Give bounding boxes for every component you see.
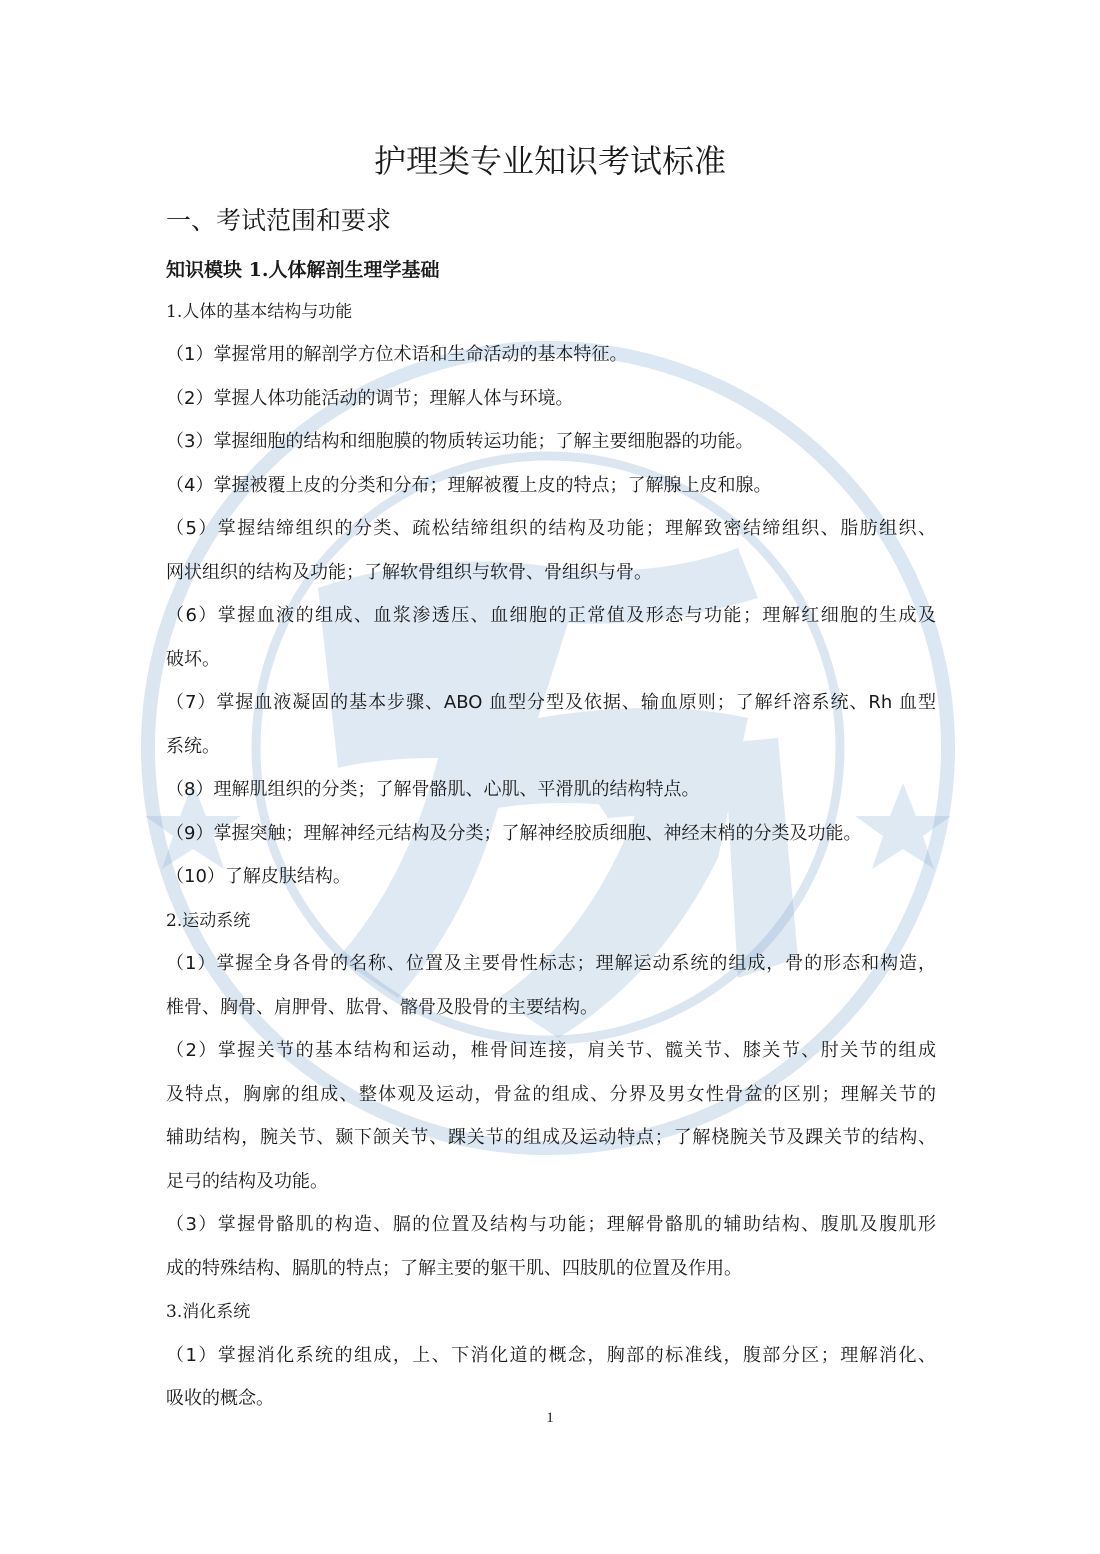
text-line: （10）了解皮肤结构。 xyxy=(166,866,351,887)
text-line: 破坏。 xyxy=(166,649,220,670)
text-line: （4）掌握被覆上皮的分类和分布；理解被覆上皮的特点；了解腺上皮和腺。 xyxy=(166,475,772,496)
text-line: 椎骨、胸骨、肩胛骨、肱骨、髂骨及股骨的主要结构。 xyxy=(166,997,598,1018)
subsection-heading: 3.消化系统 xyxy=(166,1302,251,1322)
text-line: （5）掌握结缔组织的分类、疏松结缔组织的结构及功能；理解致密结缔组织、脂肪组织、 xyxy=(166,518,936,539)
subsection-heading: 1.人体的基本结构与功能 xyxy=(166,302,353,322)
section-heading: 一、考试范围和要求 xyxy=(166,206,392,235)
text-line: （3）掌握骨骼肌的构造、膈的位置及结构与功能；理解骨骼肌的辅助结构、腹肌及腹肌形 xyxy=(166,1214,936,1235)
text-line: （3）掌握细胞的结构和细胞膜的物质转运功能；了解主要细胞器的功能。 xyxy=(166,431,754,452)
text-line: （7）掌握血液凝固的基本步骤、ABO 血型分型及依据、输血原则；了解纤溶系统、Rh 血型 xyxy=(166,692,936,713)
text-line: 吸收的概念。 xyxy=(166,1388,274,1409)
text-line: 成的特殊结构、膈肌的特点；了解主要的躯干肌、四肢肌的位置及作用。 xyxy=(166,1258,742,1279)
text-line: 及特点，胸廓的组成、整体观及运动，骨盆的组成、分界及男女性骨盆的区别；理解关节的 xyxy=(166,1084,936,1105)
subsection-heading: 2.运动系统 xyxy=(166,911,251,931)
text-line: （1）掌握常用的解剖学方位术语和生命活动的基本特征。 xyxy=(166,344,628,365)
text-line: 系统。 xyxy=(166,736,220,757)
text-line: （2）掌握人体功能活动的调节；理解人体与环境。 xyxy=(166,388,574,409)
text-line: （1）掌握消化系统的组成，上、下消化道的概念，胸部的标准线，腹部分区；理解消化、 xyxy=(166,1345,936,1366)
text-line: （1）掌握全身各骨的名称、位置及主要骨性标志；理解运动系统的组成，骨的形态和构造， xyxy=(166,953,936,974)
document-title: 护理类专业知识考试标准 xyxy=(373,142,726,180)
module-heading: 知识模块 1.人体解剖生理学基础 xyxy=(166,259,440,281)
text-line: 网状组织的结构及功能；了解软骨组织与软骨、骨组织与骨。 xyxy=(166,562,652,583)
text-line: 足弓的结构及功能。 xyxy=(166,1171,328,1192)
text-line: （6）掌握血液的组成、血浆渗透压、血细胞的正常值及形态与功能；理解红细胞的生成及 xyxy=(166,605,936,626)
page-number: 1 xyxy=(546,1410,554,1426)
text-line: （8）理解肌组织的分类；了解骨骼肌、心肌、平滑肌的结构特点。 xyxy=(166,779,700,800)
text-line: 辅助结构，腕关节、颞下颌关节、踝关节的组成及运动特点；了解桡腕关节及踝关节的结构、 xyxy=(166,1127,936,1148)
text-line: （2）掌握关节的基本结构和运动，椎骨间连接，肩关节、髋关节、膝关节、肘关节的组成 xyxy=(166,1040,936,1061)
text-line: （9）掌握突触；理解神经元结构及分类；了解神经胶质细胞、神经末梢的分类及功能。 xyxy=(166,823,862,844)
